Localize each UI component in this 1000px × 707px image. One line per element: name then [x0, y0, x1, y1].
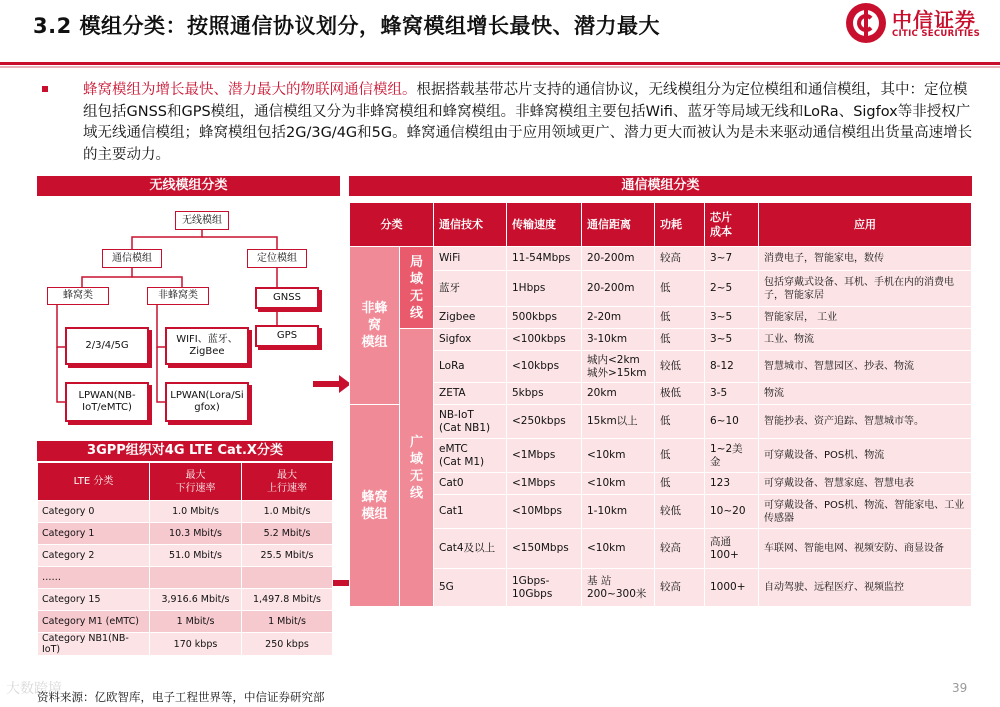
cell-speed: 5kbps — [507, 383, 582, 405]
cell-max-downlink: 3,916.6 Mbit/s — [150, 589, 242, 611]
cell-chip-cost: 10~20 — [705, 495, 759, 529]
cell-max-downlink: 170 kbps — [150, 633, 242, 656]
cell-lte-class: Category 0 — [38, 501, 150, 523]
comm-module-table — [349, 202, 972, 607]
table-row — [350, 383, 972, 405]
cell-technology: 蓝牙 — [434, 271, 507, 307]
cell-max-uplink: 1 Mbit/s — [242, 611, 333, 633]
node-label-line2: IoT/eMTC) — [82, 402, 132, 413]
table-row — [350, 439, 972, 473]
col-header-speed: 传输速度 — [507, 203, 582, 247]
col-header-lte-class: LTE 分类 — [38, 463, 150, 501]
cell-max-downlink — [150, 567, 242, 589]
header-divider — [0, 62, 1000, 65]
cell-power: 较高 — [655, 529, 705, 569]
cell-chip-cost: 8-12 — [705, 351, 759, 383]
table-row — [38, 523, 333, 545]
cell-chip-cost: 3~7 — [705, 247, 759, 271]
node-label-line1: LPWAN(NB- — [78, 390, 136, 401]
table-row — [350, 529, 972, 569]
cell-chip-cost: 123 — [705, 473, 759, 495]
logo-english-name: CITIC SECURITIES — [892, 29, 981, 39]
tree-node-gnss: GNSS — [255, 287, 319, 309]
cell-technology: Zigbee — [434, 307, 507, 329]
cell-technology: Cat0 — [434, 473, 507, 495]
cell-max-uplink: 25.5 Mbit/s — [242, 545, 333, 567]
table-row — [38, 633, 333, 656]
cell-speed: <1Mbps — [507, 473, 582, 495]
cell-speed: 1Gbps- 10Gbps — [507, 569, 582, 607]
cell-distance: 15km以上 — [582, 405, 655, 439]
cell-application: 消费电子，智能家电，数传 — [759, 247, 972, 271]
subgroup-local-wireless: 局 域 无 线 — [400, 247, 434, 329]
cell-chip-cost: 3~5 — [705, 329, 759, 351]
cell-lte-class: Category 1 — [38, 523, 150, 545]
cell-distance: 1-10km — [582, 495, 655, 529]
table-row — [38, 589, 333, 611]
lte-category-heading: 3GPP组织对4G LTE Cat.X分类 — [37, 441, 333, 461]
node-label-line2: ZigBee — [189, 346, 225, 357]
cell-max-downlink: 1 Mbit/s — [150, 611, 242, 633]
cell-technology: 5G — [434, 569, 507, 607]
table-row — [38, 545, 333, 567]
cell-chip-cost: 3-5 — [705, 383, 759, 405]
cell-chip-cost: 1000+ — [705, 569, 759, 607]
table-row — [350, 495, 972, 529]
tree-node-wifi-bt-zigbee — [165, 327, 249, 365]
table-row — [350, 247, 972, 271]
cell-power: 较低 — [655, 351, 705, 383]
cell-power: 低 — [655, 405, 705, 439]
cell-technology: Cat1 — [434, 495, 507, 529]
cell-application: 车联网、智能电网、视频安防、商显设备 — [759, 529, 972, 569]
cell-chip-cost: 3~5 — [705, 307, 759, 329]
tree-node-positioning-module: 定位模组 — [247, 249, 307, 268]
arrow-right-icon — [313, 374, 353, 394]
col-header-max-uplink: 最大 上行速率 — [242, 463, 333, 501]
summary-text — [83, 80, 973, 166]
watermark: 大数跨境 — [6, 681, 62, 697]
cell-application: 智能抄表、资产追踪、智慧城市等。 — [759, 405, 972, 439]
cell-application: 可穿戴设备、POS机、物流 — [759, 439, 972, 473]
col-header-category: 分类 — [350, 203, 434, 247]
cell-application: 可穿戴设备、POS机、物流、智能家电、工业传感器 — [759, 495, 972, 529]
cell-application: 可穿戴设备、智慧家庭、智慧电表 — [759, 473, 972, 495]
tree-node-non-cellular: 非蜂窝类 — [147, 287, 209, 305]
cell-distance: 20km — [582, 383, 655, 405]
tree-node-gps: GPS — [255, 325, 319, 347]
lte-category-table — [37, 462, 333, 656]
cell-speed: 500kbps — [507, 307, 582, 329]
cell-power: 极低 — [655, 383, 705, 405]
tree-node-lpwan-nbiot-emtc — [65, 382, 149, 422]
cell-lte-class: Category NB1(NB-IoT) — [38, 633, 150, 656]
wireless-module-tree — [37, 197, 340, 432]
cell-lte-class: Category 15 — [38, 589, 150, 611]
cell-distance: 基 站 200~300米 — [582, 569, 655, 607]
group-non-cellular: 非蜂 窝 模组 — [350, 247, 400, 405]
cell-speed: <150Mbps — [507, 529, 582, 569]
cell-speed: <10Mbps — [507, 495, 582, 529]
cell-power: 较高 — [655, 247, 705, 271]
slide-header — [0, 0, 1000, 66]
logo-chinese-name: 中信证券 — [892, 8, 976, 32]
summary-body: 根据搭载基带芯片支持的通信协议，无线模组分为定位模组和通信模组，其中：定位模组包括GNSS和GPS模组，通信模组又分为非蜂窝模组和蜂窝模组。非蜂窝模组主要包括Wifi、蓝牙等局域无线和LoRa、Sigfox等非授权广域无线通信模组；蜂窝模组包括2G/3G/4G和5G。蜂窝通信模组由于应用领域更广、潜力更大而被认为是未来驱动通信模组出货量高速增长的主要动力。 — [83, 82, 973, 163]
tree-node-cellular: 蜂窝类 — [47, 287, 109, 305]
cell-technology: Sigfox — [434, 329, 507, 351]
cell-chip-cost: 1~2美金 — [705, 439, 759, 473]
cell-distance: 20-200m — [582, 271, 655, 307]
comm-module-heading: 通信模组分类 — [349, 176, 972, 196]
cell-max-downlink: 10.3 Mbit/s — [150, 523, 242, 545]
cell-power: 较低 — [655, 495, 705, 529]
cell-application: 智慧城市、智慧园区、抄表、物流 — [759, 351, 972, 383]
table-row — [350, 569, 972, 607]
group-cellular: 蜂窝 模组 — [350, 405, 400, 607]
cell-application: 自动驾驶、远程医疗、视频监控 — [759, 569, 972, 607]
col-header-max-downlink: 最大 下行速率 — [150, 463, 242, 501]
cell-distance: <10km — [582, 439, 655, 473]
cell-max-uplink: 1.0 Mbit/s — [242, 501, 333, 523]
node-label-line1: WIFI、蓝牙、 — [176, 334, 238, 345]
cell-technology: LoRa — [434, 351, 507, 383]
table-row — [350, 473, 972, 495]
cell-power: 较高 — [655, 569, 705, 607]
col-header-power: 功耗 — [655, 203, 705, 247]
cell-power: 低 — [655, 329, 705, 351]
cell-technology: eMTC (Cat M1) — [434, 439, 507, 473]
col-header-technology: 通信技术 — [434, 203, 507, 247]
cell-technology: NB-IoT (Cat NB1) — [434, 405, 507, 439]
table-row — [38, 501, 333, 523]
table-row — [38, 611, 333, 633]
subgroup-wide-area-wireless: 广 域 无 线 — [400, 329, 434, 607]
cell-speed: <10kbps — [507, 351, 582, 383]
tree-node-lpwan-lora-sigfox — [165, 382, 249, 422]
cell-distance: 2-20m — [582, 307, 655, 329]
cell-max-downlink: 51.0 Mbit/s — [150, 545, 242, 567]
cell-distance: <10km — [582, 473, 655, 495]
summary-highlight: 蜂窝模组为增长最快、潜力最大的物联网通信模组。 — [83, 82, 417, 98]
cell-lte-class: Category M1 (eMTC) — [38, 611, 150, 633]
cell-lte-class: Category 2 — [38, 545, 150, 567]
cell-speed: 1Hbps — [507, 271, 582, 307]
table-row — [350, 271, 972, 307]
page-number: 39 — [952, 681, 968, 695]
table-row — [350, 307, 972, 329]
table-header-row — [38, 463, 333, 501]
cell-max-uplink — [242, 567, 333, 589]
citic-emblem-icon — [846, 3, 886, 43]
cell-distance: 3-10km — [582, 329, 655, 351]
col-header-chip-cost: 芯片 成本 — [705, 203, 759, 247]
cell-power: 低 — [655, 271, 705, 307]
table-row — [350, 405, 972, 439]
cell-max-downlink: 1.0 Mbit/s — [150, 501, 242, 523]
tree-node-2345g: 2/3/4/5G — [65, 327, 149, 365]
node-label-line2: gfox) — [194, 402, 220, 413]
tree-node-wireless-module: 无线模组 — [175, 211, 229, 230]
cell-technology: ZETA — [434, 383, 507, 405]
table-row — [350, 329, 972, 351]
cell-chip-cost: 高通 100+ — [705, 529, 759, 569]
cell-max-uplink: 5.2 Mbit/s — [242, 523, 333, 545]
cell-application: 工业、物流 — [759, 329, 972, 351]
cell-distance: 城内<2km 城外>15km — [582, 351, 655, 383]
cell-speed: <250kbps — [507, 405, 582, 439]
cell-application: 物流 — [759, 383, 972, 405]
cell-application: 智能家居， 工业 — [759, 307, 972, 329]
header-divider-light — [0, 66, 1000, 68]
cell-application: 包括穿戴式设备、耳机、手机在内的消费电子，智能家居 — [759, 271, 972, 307]
cell-technology: WiFi — [434, 247, 507, 271]
table-row — [350, 351, 972, 383]
cell-max-uplink: 1,497.8 Mbit/s — [242, 589, 333, 611]
col-header-distance: 通信距离 — [582, 203, 655, 247]
node-label-line1: LPWAN(Lora/Si — [170, 390, 244, 401]
cell-max-uplink: 250 kbps — [242, 633, 333, 656]
cell-power: 低 — [655, 473, 705, 495]
wireless-module-heading: 无线模组分类 — [37, 176, 340, 196]
source-note: 资料来源：亿欧智库，电子工程世界等，中信证券研究部 — [37, 690, 325, 704]
cell-speed: <1Mbps — [507, 439, 582, 473]
cell-distance: <10km — [582, 529, 655, 569]
cell-chip-cost: 2~5 — [705, 271, 759, 307]
cell-power: 低 — [655, 307, 705, 329]
cell-power: 低 — [655, 439, 705, 473]
cell-distance: 20-200m — [582, 247, 655, 271]
citic-logo — [846, 3, 996, 45]
col-header-application: 应用 — [759, 203, 972, 247]
cell-speed: <100kbps — [507, 329, 582, 351]
cell-lte-class: …… — [38, 567, 150, 589]
table-header-row — [350, 203, 972, 247]
tree-node-comm-module: 通信模组 — [102, 249, 162, 268]
cell-technology: Cat4及以上 — [434, 529, 507, 569]
bullet-marker-icon — [42, 86, 48, 92]
table-row — [38, 567, 333, 589]
slide-title: 3.2 模组分类：按照通信协议划分，蜂窝模组增长最快、潜力最大 — [33, 14, 661, 38]
cell-chip-cost: 6~10 — [705, 405, 759, 439]
cell-speed: 11-54Mbps — [507, 247, 582, 271]
